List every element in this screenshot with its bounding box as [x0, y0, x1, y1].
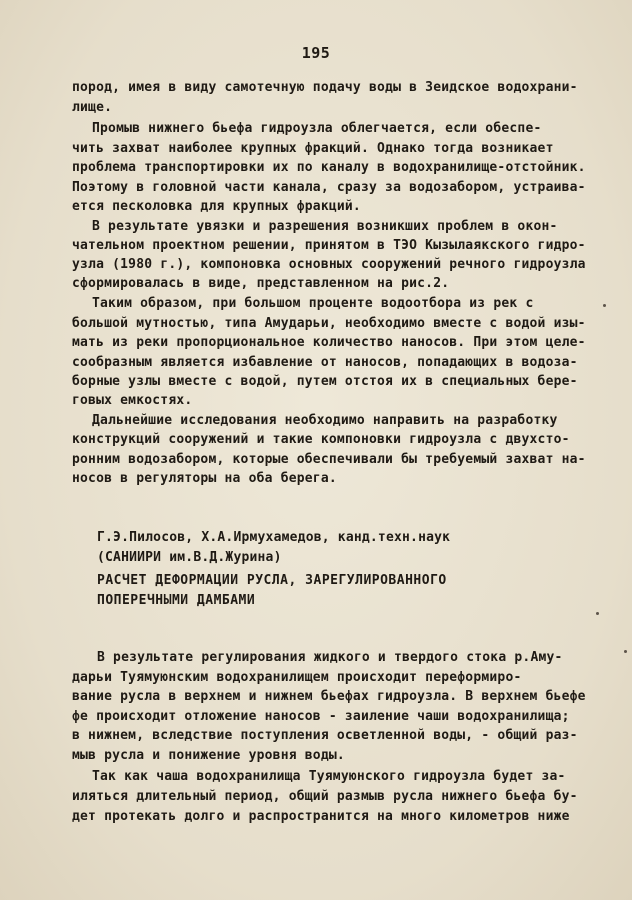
article-title-line: РАСЧЕТ ДЕФОРМАЦИИ РУСЛА, ЗАРЕГУЛИРОВАННОГО — [97, 573, 447, 588]
speck-mark — [603, 304, 606, 307]
text-line: чить захват наиболее крупных фракций. Однако тогда возникает — [72, 141, 554, 156]
text-line: конструкций сооружений и такие компоновки гидроузла с двухсто- — [72, 432, 570, 447]
text-line: носов в регуляторы на оба берега. — [72, 471, 337, 486]
text-line: ронним водозабором, которые обеспечивали бы требуемый захват на- — [72, 452, 586, 467]
text-line: В результате увязки и разрешения возникших проблем в окон- — [92, 219, 558, 234]
text-line: чательном проектном решении, принятом в ТЭО Кызылаякского гидро- — [72, 238, 586, 253]
text-line: дет протекать долго и распространится на много километров ниже — [72, 809, 570, 824]
article-title-line: ПОПЕРЕЧНЫМИ ДАМБАМИ — [97, 593, 256, 608]
text-line: Промыв нижнего бьефа гидроузла облегчается, если обеспе- — [92, 121, 542, 136]
text-line: Поэтому в головной части канала, сразу за водозабором, устраива- — [72, 180, 586, 195]
text-line: Таким образом, при большом проценте водоотбора из рек с — [92, 296, 534, 311]
affiliation-line: (САНИИРИ им.В.Д.Журина) — [97, 550, 282, 565]
text-line: вание русла в верхнем и нижнем бьефах гидроузла. В верхнем бьефе — [72, 689, 586, 704]
text-line: Дальнейшие исследования необходимо направить на разработку — [92, 413, 558, 428]
text-line: сформировалась в виде, представленном на рис.2. — [72, 276, 450, 291]
text-line: в нижнем, вследствие поступления осветленной воды, - общий раз- — [72, 728, 578, 743]
speck-mark — [624, 650, 627, 653]
author-line: Г.Э.Пилосов, Х.А.Ирмухамедов, канд.техн.наук — [97, 530, 451, 545]
text-line: иляться длительный период, общий размыв русла нижнего бьефа бу- — [72, 789, 578, 804]
text-line: пород, имея в виду самотечную подачу воды в Зеидское водохрани- — [72, 80, 578, 95]
text-line: говых емкостях. — [72, 393, 193, 408]
text-line: фе происходит отложение наносов - заиление чаши водохранилища; — [72, 709, 570, 724]
text-line: дарьи Туямуюнским водохранилищем происходит переформиро- — [72, 670, 522, 685]
text-line: большой мутностью, типа Амударьи, необходимо вместе с водой изы- — [72, 316, 586, 331]
text-line: В результате регулирования жидкого и твердого стока р.Аму- — [97, 650, 563, 665]
text-line: проблема транспортировки их по каналу в водохранилище-отстойник. — [72, 160, 586, 175]
text-line: лище. — [72, 100, 113, 115]
text-line: узла (1980 г.), компоновка основных сооружений речного гидроузла — [72, 257, 586, 272]
text-line: мыв русла и понижение уровня воды. — [72, 748, 345, 763]
text-line: сообразным является избавление от наносов, попадающих в водоза- — [72, 355, 578, 370]
text-line: Так как чаша водохранилища Туямуюнского гидроузла будет за- — [92, 769, 566, 784]
text-line: борные узлы вместе с водой, путем отстоя их в специальных бере- — [72, 374, 578, 389]
page-number: 195 — [301, 44, 331, 62]
text-line: мать из реки пропорциональное количество наносов. При этом целе- — [72, 335, 586, 350]
text-line: ется песколовка для крупных фракций. — [72, 199, 361, 214]
speck-mark — [596, 612, 599, 615]
